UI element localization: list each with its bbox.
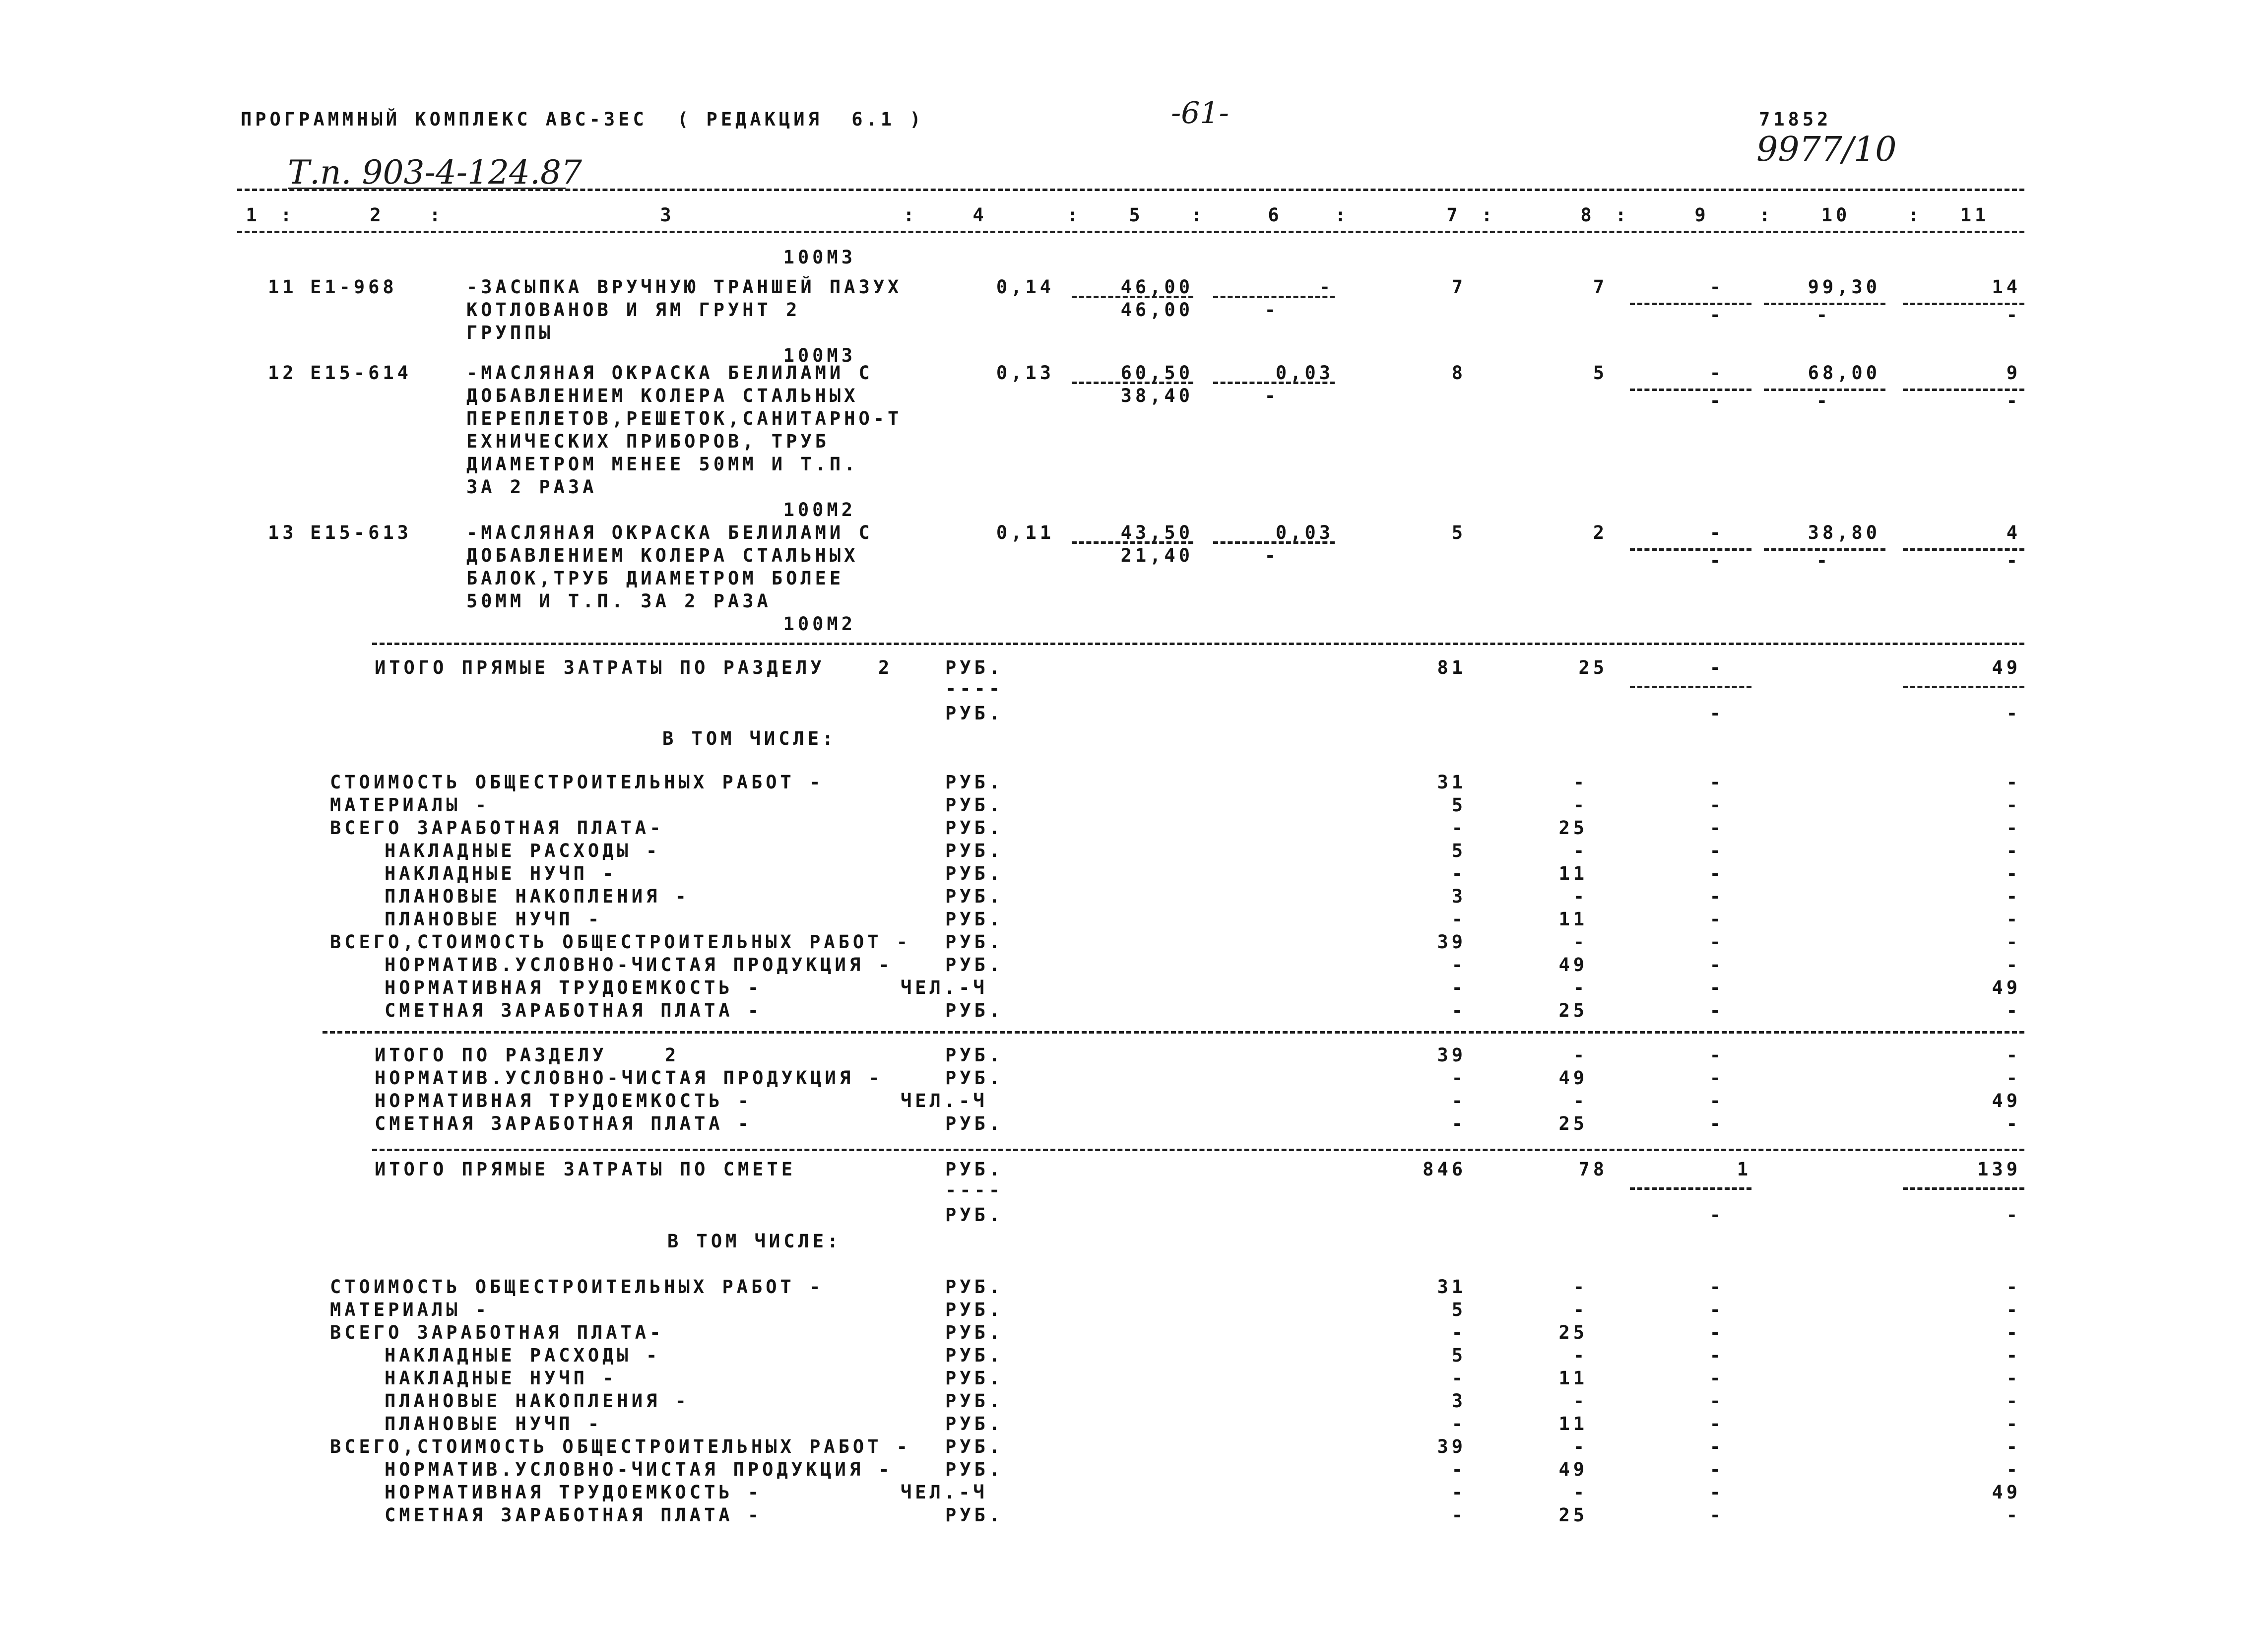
work-description-line: -МАСЛЯНАЯ ОКРАСКА БЕЛИЛАМИ С (466, 362, 873, 384)
unit-label: РУБ. (945, 909, 1004, 930)
breakdown-col7: 5 (1451, 1299, 1466, 1320)
breakdown-label: ВСЕГО ЗАРАБОТНАЯ ПЛАТА- (330, 817, 664, 839)
unit-label: ЧЕЛ.-Ч (901, 977, 988, 998)
quantity: 0,14 (996, 276, 1054, 298)
total-col8: 78 (1578, 1159, 1608, 1180)
breakdown-col8: 25 (1558, 1000, 1588, 1021)
breakdown-col11: - (2006, 1413, 2021, 1434)
breakdown-label: МАТЕРИАЛЫ - (330, 1299, 490, 1320)
breakdown-label: МАТЕРИАЛЫ - (330, 794, 490, 816)
breakdown-col11: 49 (1992, 977, 2021, 998)
unit-wage-machines: - (1264, 545, 1279, 566)
summary-label: НОРМАТИВНАЯ ТРУДОЕМКОСТЬ - (375, 1090, 753, 1111)
section-total-label: ИТОГО ПРЯМЫЕ ЗАТРАТЫ ПО РАЗДЕЛУ (375, 657, 825, 678)
breakdown-col8: - (1573, 977, 1588, 998)
program-name: ПРОГРАММНЫЙ КОМПЛЕКС АВС-3ЕС (241, 109, 648, 130)
work-description-line: ЗА 2 РАЗА (466, 476, 597, 498)
column-separator: : (1191, 204, 1206, 226)
unit-label: РУБ. (945, 1413, 1004, 1434)
summary-col11: - (2006, 1113, 2021, 1134)
item-number: 11 (268, 276, 297, 298)
breakdown-col8: - (1573, 840, 1588, 861)
column-number-11: 11 (1960, 204, 1990, 226)
unit-label: РУБ. (945, 1368, 1004, 1389)
unit-wage-machines: - (1264, 385, 1279, 406)
including-label: В ТОМ ЧИСЛЕ: (667, 1231, 842, 1252)
col11-sub-value: - (2006, 304, 2021, 326)
work-description-line: БАЛОК,ТРУБ ДИАМЕТРОМ БОЛЕЕ (466, 568, 844, 589)
breakdown-col7: 31 (1437, 772, 1466, 793)
breakdown-col9: - (1709, 1368, 1724, 1389)
column-number-8: 8 (1580, 204, 1595, 226)
section-rule (372, 643, 2024, 645)
breakdown-col9: - (1709, 794, 1724, 816)
column-separator: : (280, 204, 295, 226)
breakdown-col9: - (1709, 1459, 1724, 1480)
breakdown-col9: - (1709, 1000, 1724, 1021)
col9-sub-value: - (1709, 550, 1724, 571)
breakdown-col7: - (1451, 954, 1466, 976)
breakdown-col9: - (1709, 840, 1724, 861)
column-separator: : (903, 204, 918, 226)
breakdown-col8: - (1573, 1436, 1588, 1457)
breakdown-col8: 11 (1558, 863, 1588, 884)
currency-unit: РУБ. (945, 657, 1004, 678)
cell-divider (1213, 382, 1335, 384)
unit-divider: ---- (945, 678, 1004, 699)
summary-col8: 49 (1558, 1067, 1588, 1089)
cell-divider (1630, 1187, 1751, 1190)
breakdown-col9: - (1709, 886, 1724, 907)
estimate-total-label: ИТОГО ПРЯМЫЕ ЗАТРАТЫ ПО СМЕТЕ (375, 1159, 796, 1180)
total-col9-sub: - (1709, 1204, 1724, 1226)
column-number-10: 10 (1821, 204, 1851, 226)
header-top-rule (237, 189, 2024, 191)
total-cost: 5 (1451, 522, 1466, 543)
unit-label: РУБ. (945, 794, 1004, 816)
col9-value: - (1709, 276, 1724, 298)
breakdown-col7: 3 (1451, 1390, 1466, 1412)
breakdown-col8: 25 (1558, 1322, 1588, 1343)
breakdown-col11: - (2006, 817, 2021, 839)
summary-col7: - (1451, 1067, 1466, 1089)
total-col11: 49 (1992, 657, 2021, 678)
unit-label: РУБ. (945, 1000, 1004, 1021)
total-col11-sub: - (2006, 1204, 2021, 1226)
total-col7: 846 (1423, 1159, 1466, 1180)
breakdown-col7: - (1451, 863, 1466, 884)
header-bottom-rule (237, 231, 2024, 233)
breakdown-col11: - (2006, 954, 2021, 976)
unit-wage: 21,40 (1120, 545, 1193, 566)
breakdown-label: СТОИМОСТЬ ОБЩЕСТРОИТЕЛЬНЫХ РАБОТ - (330, 772, 824, 793)
breakdown-col9: - (1709, 931, 1724, 953)
breakdown-col8: - (1573, 1482, 1588, 1503)
breakdown-col8: 11 (1558, 1368, 1588, 1389)
work-description-line: КОТЛОВАНОВ И ЯМ ГРУНТ 2 (466, 299, 801, 321)
currency-unit: РУБ. (945, 1159, 1004, 1180)
cell-divider (1630, 548, 1751, 551)
breakdown-col11: 49 (1992, 1482, 2021, 1503)
edition-label: ( РЕДАКЦИЯ 6.1 ) (677, 109, 924, 130)
column-number-6: 6 (1268, 204, 1283, 226)
unit-cost-total: 60,50 (1120, 362, 1193, 384)
breakdown-col9: - (1709, 1345, 1724, 1366)
unit-cost-total: 46,00 (1120, 276, 1193, 298)
column-number-4: 4 (972, 204, 987, 226)
breakdown-col7: 3 (1451, 886, 1466, 907)
breakdown-col11: - (2006, 909, 2021, 930)
summary-col11: - (2006, 1067, 2021, 1089)
unit-label: РУБ. (945, 1390, 1004, 1412)
total-col8: 25 (1578, 657, 1608, 678)
column-separator: : (429, 204, 444, 226)
unit-label: РУБ. (945, 1459, 1004, 1480)
unit-label: РУБ. (945, 931, 1004, 953)
col9-sub-value: - (1709, 304, 1724, 326)
breakdown-col9: - (1709, 1299, 1724, 1320)
summary-col8: - (1573, 1044, 1588, 1066)
total-col9: - (1709, 657, 1724, 678)
cell-divider (1072, 541, 1193, 544)
breakdown-col11: - (2006, 1368, 2021, 1389)
total-wages: 2 (1593, 522, 1608, 543)
breakdown-col9: - (1709, 1436, 1724, 1457)
breakdown-label: СМЕТНАЯ ЗАРАБОТНАЯ ПЛАТА - (385, 1000, 763, 1021)
breakdown-col11: - (2006, 1504, 2021, 1526)
column-number-9: 9 (1694, 204, 1709, 226)
breakdown-label: НОРМАТИВ.УСЛОВНО-ЧИСТАЯ ПРОДУКЦИЯ - (385, 1459, 893, 1480)
rate-code: Е15-614 (310, 362, 412, 384)
summary-col9: - (1709, 1044, 1724, 1066)
breakdown-col9: - (1709, 1413, 1724, 1434)
breakdown-col7: - (1451, 1504, 1466, 1526)
unit-label: РУБ. (945, 1504, 1004, 1526)
currency-unit: РУБ. (945, 1204, 1004, 1226)
unit-wage-machines: - (1264, 299, 1279, 321)
breakdown-col7: - (1451, 1413, 1466, 1434)
cell-divider (1630, 303, 1751, 305)
unit-label: РУБ. (945, 954, 1004, 976)
section-rule (372, 1149, 2024, 1151)
unit-label: РУБ. (945, 1113, 1004, 1134)
col10-sub-value: - (1816, 390, 1831, 411)
unit-label: РУБ. (945, 1044, 1004, 1066)
breakdown-col11: - (2006, 1459, 2021, 1480)
unit-of-measure: 100М2 (783, 613, 856, 635)
breakdown-col9: - (1709, 1390, 1724, 1412)
rate-code: Е15-613 (310, 522, 412, 543)
col9-sub-value: - (1709, 390, 1724, 411)
total-col11-sub: - (2006, 703, 2021, 724)
breakdown-col7: 5 (1451, 794, 1466, 816)
total-wages: 7 (1593, 276, 1608, 298)
summary-col9: - (1709, 1113, 1724, 1134)
unit-cost-machines: 0,03 (1275, 522, 1334, 543)
total-wages: 5 (1593, 362, 1608, 384)
section-rule (323, 1031, 2024, 1034)
unit-label: РУБ. (945, 1276, 1004, 1298)
unit-wage: 38,40 (1120, 385, 1193, 406)
breakdown-label: НОРМАТИВНАЯ ТРУДОЕМКОСТЬ - (385, 977, 763, 998)
cell-divider (1903, 1187, 2024, 1190)
column-separator: : (1481, 204, 1496, 226)
total-col7: 81 (1437, 657, 1466, 678)
summary-col7: - (1451, 1090, 1466, 1111)
breakdown-label: ПЛАНОВЫЕ НУЧП - (385, 909, 603, 930)
total-cost: 7 (1451, 276, 1466, 298)
breakdown-label: ВСЕГО,СТОИМОСТЬ ОБЩЕСТРОИТЕЛЬНЫХ РАБОТ - (330, 931, 911, 953)
col10-value: 68,00 (1808, 362, 1880, 384)
work-description-line: ДИАМЕТРОМ МЕНЕЕ 50ММ И Т.П. (466, 454, 859, 475)
summary-col9: - (1709, 1067, 1724, 1089)
cell-divider (1630, 389, 1751, 391)
unit-label: РУБ. (945, 817, 1004, 839)
breakdown-col9: - (1709, 817, 1724, 839)
breakdown-label: ВСЕГО,СТОИМОСТЬ ОБЩЕСТРОИТЕЛЬНЫХ РАБОТ - (330, 1436, 911, 1457)
breakdown-col7: - (1451, 1368, 1466, 1389)
unit-of-measure: 100М3 (783, 247, 856, 268)
breakdown-label: НАКЛАДНЫЕ НУЧП - (385, 863, 617, 884)
item-number: 13 (268, 522, 297, 543)
total-col9-sub: - (1709, 703, 1724, 724)
breakdown-col11: - (2006, 1276, 2021, 1298)
document-code: Т.п. 903-4-124.87 (288, 153, 582, 192)
breakdown-label: ПЛАНОВЫЕ НАКОПЛЕНИЯ - (385, 1390, 690, 1412)
unit-label: РУБ. (945, 863, 1004, 884)
unit-label: РУБ. (945, 1067, 1004, 1089)
summary-col11: - (2006, 1044, 2021, 1066)
breakdown-col11: - (2006, 1299, 2021, 1320)
summary-col8: 25 (1558, 1113, 1588, 1134)
column-number-7: 7 (1446, 204, 1461, 226)
breakdown-label: СТОИМОСТЬ ОБЩЕСТРОИТЕЛЬНЫХ РАБОТ - (330, 1276, 824, 1298)
cell-divider (1072, 296, 1193, 298)
breakdown-col9: - (1709, 863, 1724, 884)
summary-col7: - (1451, 1113, 1466, 1134)
unit-label: РУБ. (945, 1345, 1004, 1366)
column-number-1: 1 (246, 204, 260, 226)
breakdown-col7: 31 (1437, 1276, 1466, 1298)
rate-code: Е1-968 (310, 276, 397, 298)
breakdown-col8: - (1573, 1390, 1588, 1412)
col10-value: 38,80 (1808, 522, 1880, 543)
cell-divider (1213, 541, 1335, 544)
breakdown-col8: 11 (1558, 909, 1588, 930)
item-number: 12 (268, 362, 297, 384)
breakdown-col9: - (1709, 1322, 1724, 1343)
breakdown-label: НАКЛАДНЫЕ РАСХОДЫ - (385, 840, 661, 861)
column-separator: : (1759, 204, 1774, 226)
unit-divider: ---- (945, 1179, 1004, 1201)
breakdown-col7: - (1451, 817, 1466, 839)
work-description-line: ДОБАВЛЕНИЕМ КОЛЕРА СТАЛЬНЫХ (466, 545, 859, 566)
unit-of-measure: 100М3 (783, 345, 856, 366)
summary-label: ИТОГО ПО РАЗДЕЛУ (375, 1044, 607, 1066)
col10-sub-value: - (1816, 550, 1831, 571)
breakdown-col8: 25 (1558, 1504, 1588, 1526)
breakdown-col8: - (1573, 886, 1588, 907)
work-description-line: ДОБАВЛЕНИЕМ КОЛЕРА СТАЛЬНЫХ (466, 385, 859, 406)
section-number: 2 (878, 657, 893, 678)
col9-value: - (1709, 522, 1724, 543)
breakdown-label: НАКЛАДНЫЕ НУЧП - (385, 1368, 617, 1389)
breakdown-col7: - (1451, 1322, 1466, 1343)
unit-cost-machines: - (1319, 276, 1334, 298)
breakdown-col11: - (2006, 1436, 2021, 1457)
currency-unit: РУБ. (945, 703, 1004, 724)
breakdown-label: ПЛАНОВЫЕ НАКОПЛЕНИЯ - (385, 886, 690, 907)
breakdown-col9: - (1709, 909, 1724, 930)
breakdown-col8: 11 (1558, 1413, 1588, 1434)
col11-value: 4 (2006, 522, 2021, 543)
breakdown-col8: 25 (1558, 817, 1588, 839)
unit-cost-machines: 0,03 (1275, 362, 1334, 384)
sheet-code: 9977/10 (1756, 130, 1897, 169)
breakdown-col11: - (2006, 1322, 2021, 1343)
breakdown-label: НАКЛАДНЫЕ РАСХОДЫ - (385, 1345, 661, 1366)
breakdown-col9: - (1709, 954, 1724, 976)
breakdown-col11: - (2006, 931, 2021, 953)
unit-label: РУБ. (945, 840, 1004, 861)
breakdown-col11: - (2006, 1345, 2021, 1366)
breakdown-label: ВСЕГО ЗАРАБОТНАЯ ПЛАТА- (330, 1322, 664, 1343)
including-label: В ТОМ ЧИСЛЕ: (662, 728, 837, 749)
breakdown-col8: - (1573, 1276, 1588, 1298)
col11-value: 14 (1992, 276, 2021, 298)
summary-col8: - (1573, 1090, 1588, 1111)
cell-divider (1213, 296, 1335, 298)
col11-sub-value: - (2006, 550, 2021, 571)
column-separator: : (1067, 204, 1082, 226)
column-number-2: 2 (370, 204, 385, 226)
quantity: 0,11 (996, 522, 1054, 543)
summary-col9: - (1709, 1090, 1724, 1111)
col11-value: 9 (2006, 362, 2021, 384)
work-description-line: ЕХНИЧЕСКИХ ПРИБОРОВ, ТРУБ (466, 431, 830, 452)
breakdown-col7: 5 (1451, 840, 1466, 861)
column-separator: : (1335, 204, 1350, 226)
breakdown-col9: - (1709, 1276, 1724, 1298)
breakdown-label: НОРМАТИВ.УСЛОВНО-ЧИСТАЯ ПРОДУКЦИЯ - (385, 954, 893, 976)
breakdown-col9: - (1709, 772, 1724, 793)
cell-divider (1630, 686, 1751, 688)
breakdown-col11: - (2006, 863, 2021, 884)
breakdown-col8: 49 (1558, 954, 1588, 976)
column-separator: : (1615, 204, 1630, 226)
summary-col7: 39 (1437, 1044, 1466, 1066)
unit-label: ЧЕЛ.-Ч (901, 1090, 988, 1111)
breakdown-col8: - (1573, 931, 1588, 953)
column-number-3: 3 (660, 204, 675, 226)
col10-sub-value: - (1816, 304, 1831, 326)
work-description-line: -МАСЛЯНАЯ ОКРАСКА БЕЛИЛАМИ С (466, 522, 873, 543)
breakdown-col11: - (2006, 1000, 2021, 1021)
summary-col11: 49 (1992, 1090, 2021, 1111)
summary-label: НОРМАТИВ.УСЛОВНО-ЧИСТАЯ ПРОДУКЦИЯ - (375, 1067, 883, 1089)
breakdown-col8: - (1573, 772, 1588, 793)
col11-sub-value: - (2006, 390, 2021, 411)
unit-label: РУБ. (945, 772, 1004, 793)
breakdown-label: ПЛАНОВЫЕ НУЧП - (385, 1413, 603, 1434)
breakdown-col7: - (1451, 977, 1466, 998)
page-number-mark: -61- (1171, 96, 1229, 130)
breakdown-col8: - (1573, 1345, 1588, 1366)
breakdown-col8: 49 (1558, 1459, 1588, 1480)
cell-divider (1903, 686, 2024, 688)
breakdown-col7: - (1451, 909, 1466, 930)
breakdown-col11: - (2006, 772, 2021, 793)
breakdown-col11: - (2006, 794, 2021, 816)
summary-label: СМЕТНАЯ ЗАРАБОТНАЯ ПЛАТА - (375, 1113, 753, 1134)
breakdown-col9: - (1709, 1504, 1724, 1526)
breakdown-label: СМЕТНАЯ ЗАРАБОТНАЯ ПЛАТА - (385, 1504, 763, 1526)
unit-cost-total: 43,50 (1120, 522, 1193, 543)
breakdown-col11: - (2006, 886, 2021, 907)
unit-label: ЧЕЛ.-Ч (901, 1482, 988, 1503)
breakdown-col7: 5 (1451, 1345, 1466, 1366)
column-number-5: 5 (1129, 204, 1144, 226)
total-cost: 8 (1451, 362, 1466, 384)
breakdown-col9: - (1709, 977, 1724, 998)
work-description-line: ГРУППЫ (466, 322, 554, 343)
work-description-line: -ЗАСЫПКА ВРУЧНУЮ ТРАНШЕЙ ПАЗУХ (466, 276, 903, 298)
breakdown-label: НОРМАТИВНАЯ ТРУДОЕМКОСТЬ - (385, 1482, 763, 1503)
total-col9: 1 (1737, 1159, 1751, 1180)
unit-label: РУБ. (945, 1299, 1004, 1320)
quantity: 0,13 (996, 362, 1054, 384)
breakdown-col11: - (2006, 1390, 2021, 1412)
work-description-line: 50ММ И Т.П. ЗА 2 РАЗА (466, 590, 772, 612)
breakdown-col8: - (1573, 794, 1588, 816)
section-number: 2 (665, 1044, 680, 1066)
column-separator: : (1908, 204, 1923, 226)
document-number: 71852 (1759, 109, 1832, 130)
breakdown-col7: - (1451, 1459, 1466, 1480)
breakdown-col7: - (1451, 1482, 1466, 1503)
unit-of-measure: 100М2 (783, 499, 856, 521)
breakdown-col11: - (2006, 840, 2021, 861)
work-description-line: ПЕРЕПЛЕТОВ,РЕШЕТОК,САНИТАРНО-Т (466, 408, 903, 429)
total-col11: 139 (1977, 1159, 2021, 1180)
unit-label: РУБ. (945, 1436, 1004, 1457)
col9-value: - (1709, 362, 1724, 384)
breakdown-col8: - (1573, 1299, 1588, 1320)
unit-wage: 46,00 (1120, 299, 1193, 321)
unit-label: РУБ. (945, 886, 1004, 907)
breakdown-col9: - (1709, 1482, 1724, 1503)
col10-value: 99,30 (1808, 276, 1880, 298)
unit-label: РУБ. (945, 1322, 1004, 1343)
breakdown-col7: 39 (1437, 931, 1466, 953)
breakdown-col7: - (1451, 1000, 1466, 1021)
cell-divider (1072, 382, 1193, 384)
breakdown-col7: 39 (1437, 1436, 1466, 1457)
